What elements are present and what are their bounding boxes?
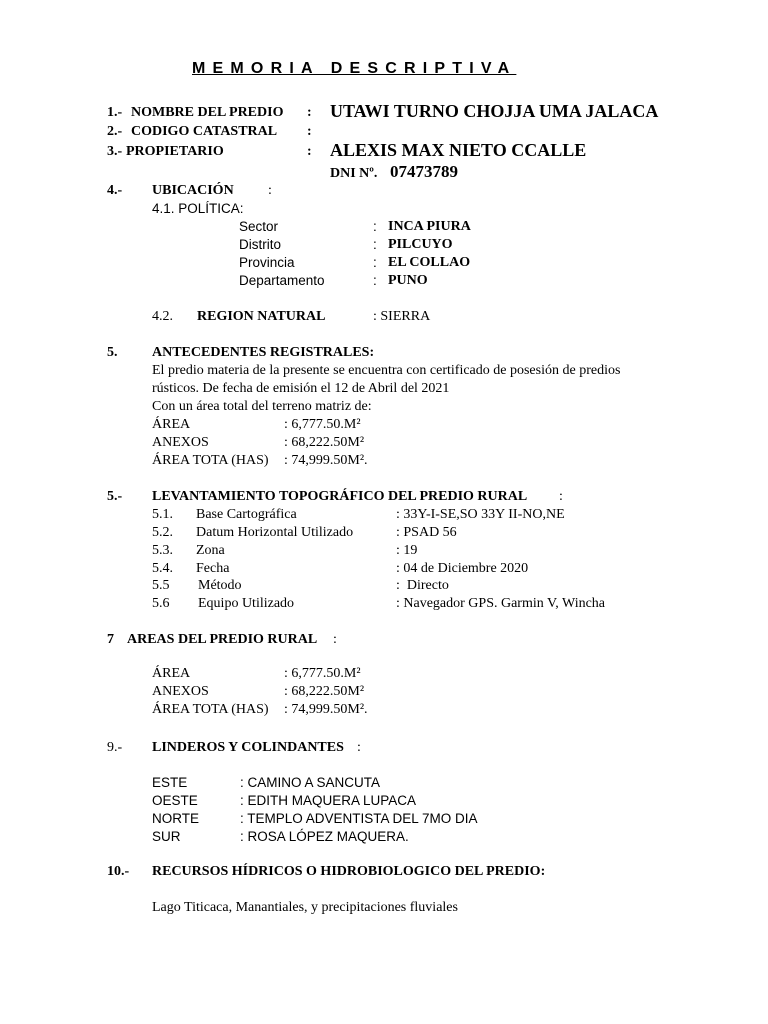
- section-10-heading: RECURSOS HÍDRICOS O HIDROBIOLOGICO DEL PREDIO:: [152, 864, 546, 879]
- survey-item-number: 5.4.: [152, 561, 173, 576]
- annex-value: : 68,222.50M²: [284, 684, 365, 699]
- section-10-number: 10.-: [107, 864, 130, 879]
- subsection-4-1-label: 4.1. POLÍTICA:: [152, 201, 244, 216]
- survey-item-number: 5.5: [152, 578, 170, 593]
- dni-label: DNI Nº.: [330, 166, 378, 181]
- section-4-number: 4.-: [107, 183, 123, 198]
- water-resources-text: Lago Titicaca, Manantiales, y precipitaciones fluviales: [152, 900, 458, 915]
- section-9-number: 9.-: [107, 740, 123, 755]
- section-9-heading: LINDEROS Y COLINDANTES: [152, 740, 344, 755]
- survey-item-number: 5.1.: [152, 507, 173, 522]
- section-3-number: 3.-: [107, 144, 123, 159]
- owner-name-value: ALEXIS MAX NIETO CCALLE: [330, 140, 587, 160]
- section-5b-colon: :: [559, 489, 563, 504]
- area-value: : 6,777.50.M²: [284, 417, 361, 432]
- survey-item-value: : 33Y-I-SE,SO 33Y II-NO,NE: [396, 507, 565, 522]
- section-2-separator: :: [307, 124, 312, 139]
- boundary-label-east: ESTE: [152, 775, 188, 790]
- survey-item-number: 5.6: [152, 596, 170, 611]
- survey-item-label: Equipo Utilizado: [198, 596, 295, 611]
- area-label: ÁREA: [152, 666, 191, 681]
- area-label: ÁREA: [152, 417, 191, 432]
- survey-item-label: Zona: [196, 543, 225, 558]
- section-4-colon: :: [268, 183, 272, 198]
- survey-item-label: Datum Horizontal Utilizado: [196, 525, 354, 540]
- registry-text-line: El predio materia de la presente se encuentra con certificado de posesión de predios: [152, 363, 621, 378]
- location-value-sector: INCA PIURA: [388, 219, 471, 234]
- survey-item-label: Método: [198, 578, 242, 593]
- section-3-label: PROPIETARIO: [126, 144, 224, 159]
- total-area-value: : 74,999.50M².: [284, 702, 368, 717]
- boundary-label-north: NORTE: [152, 811, 200, 826]
- section-3-separator: :: [307, 144, 312, 159]
- section-2-label: CODIGO CATASTRAL: [131, 124, 278, 139]
- location-sep-district: :: [373, 237, 377, 252]
- section-5b-heading: LEVANTAMIENTO TOPOGRÁFICO DEL PREDIO RURAL: [152, 489, 528, 504]
- survey-item-value: : Navegador GPS. Garmin V, Wincha: [396, 596, 606, 611]
- location-value-district: PILCUYO: [388, 237, 453, 252]
- location-label-province: Provincia: [239, 255, 295, 270]
- registry-text-line: rústicos. De fecha de emisión el 12 de Abril del 2021: [152, 381, 450, 396]
- section-7-heading: AREAS DEL PREDIO RURAL: [127, 632, 318, 647]
- total-area-label: ÁREA TOTA (HAS): [152, 453, 269, 468]
- subsection-4-2-number: 4.2.: [152, 309, 173, 324]
- area-value: : 6,777.50.M²: [284, 666, 361, 681]
- natural-region-label: REGION NATURAL: [197, 309, 326, 324]
- location-label-sector: Sector: [239, 219, 279, 234]
- survey-item-value: : 04 de Diciembre 2020: [396, 561, 529, 576]
- section-1-separator: :: [307, 105, 312, 120]
- section-7-number: 7: [107, 632, 114, 647]
- section-5b-number: 5.-: [107, 489, 123, 504]
- location-sep-sector: :: [373, 219, 377, 234]
- survey-item-number: 5.2.: [152, 525, 173, 540]
- property-name-value: UTAWI TURNO CHOJJA UMA JALACA: [330, 101, 659, 121]
- annex-value: : 68,222.50M²: [284, 435, 365, 450]
- location-label-district: Distrito: [239, 237, 282, 252]
- boundary-label-south: SUR: [152, 829, 181, 844]
- natural-region-value: : SIERRA: [373, 309, 431, 324]
- boundary-value-north: : TEMPLO ADVENTISTA DEL 7MO DIA: [240, 811, 478, 826]
- survey-item-label: Base Cartográfica: [196, 507, 297, 522]
- section-9-colon: :: [357, 740, 361, 755]
- boundary-value-east: : CAMINO A SANCUTA: [240, 775, 381, 790]
- section-2-number: 2.-: [107, 124, 123, 139]
- location-sep-province: :: [373, 255, 377, 270]
- total-area-label: ÁREA TOTA (HAS): [152, 702, 269, 717]
- dni-value: 07473789: [390, 162, 458, 181]
- survey-item-value: : PSAD 56: [396, 525, 457, 540]
- survey-item-value: : Directo: [396, 578, 449, 593]
- location-value-department: PUNO: [388, 273, 428, 288]
- section-1-label: NOMBRE DEL PREDIO: [131, 105, 284, 120]
- boundary-label-west: OESTE: [152, 793, 198, 808]
- boundary-value-south: : ROSA LÓPEZ MAQUERA.: [240, 829, 409, 844]
- section-7-colon: :: [333, 632, 337, 647]
- section-4-heading: UBICACIÓN: [152, 183, 234, 198]
- location-sep-department: :: [373, 273, 377, 288]
- annex-label: ANEXOS: [152, 435, 209, 450]
- section-1-number: 1.-: [107, 105, 123, 120]
- location-label-department: Departamento: [239, 273, 325, 288]
- registry-text-line: Con un área total del terreno matriz de:: [152, 399, 372, 414]
- survey-item-number: 5.3.: [152, 543, 173, 558]
- boundary-value-west: : EDITH MAQUERA LUPACA: [240, 793, 417, 808]
- page-title: MEMORIA DESCRIPTIVA: [192, 60, 517, 77]
- section-5-heading: ANTECEDENTES REGISTRALES:: [152, 345, 375, 360]
- annex-label: ANEXOS: [152, 684, 209, 699]
- location-value-province: EL COLLAO: [388, 255, 471, 270]
- total-area-value: : 74,999.50M².: [284, 453, 368, 468]
- survey-item-value: : 19: [396, 543, 418, 558]
- section-5-number: 5.: [107, 345, 118, 360]
- survey-item-label: Fecha: [196, 561, 230, 576]
